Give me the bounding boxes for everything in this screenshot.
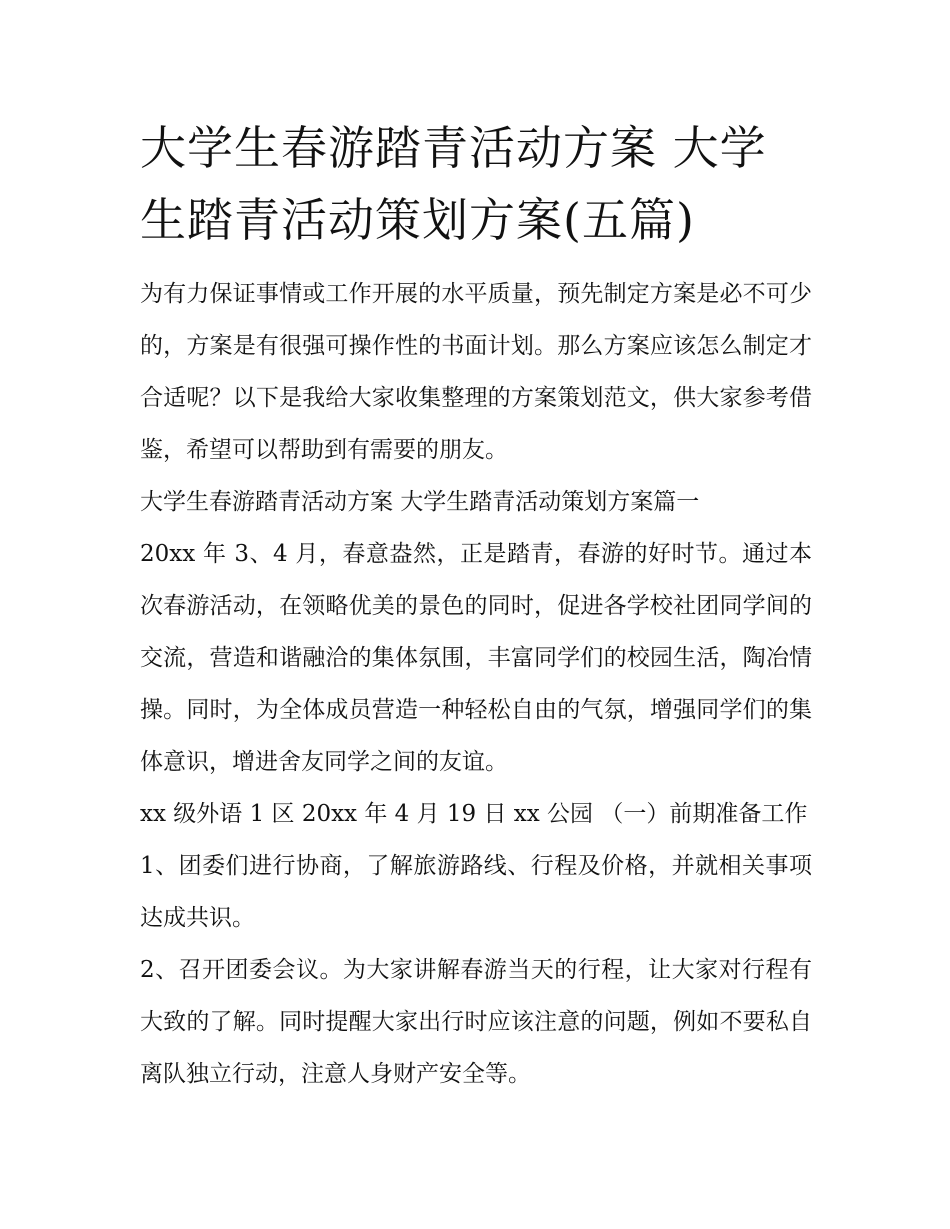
section-heading: 大学生春游踏青活动方案 大学生踏青活动策划方案篇一	[140, 489, 700, 515]
document-page	[140, 112, 812, 1100]
list-item-2: 2、召开团委会议。为大家讲解春游当天的行程，让大家对行程有大致的了解。同时提醒大家出行时应该注意的问题，例如不要私自离队独立行动，注意人身财产安全等。	[140, 957, 812, 1087]
document-title: 大学生春游踏青活动方案 大学生踏青活动策划方案(五篇)	[140, 121, 767, 247]
intro-paragraph: 为有力保证事情或工作开展的水平质量，预先制定方案是必不可少的，方案是有很强可操作性的书面计划。那么方案应该怎么制定才合适呢？以下是我给大家收集整理的方案策划范文，供大家参考借鉴，希望可以帮助到有需要的朋友。	[140, 281, 812, 463]
background-paragraph: 20xx 年 3、4 月，春意盎然，正是踏青，春游的好时节。通过本次春游活动，在领略优美的景色的同时，促进各学校社团同学间的交流，营造和谐融洽的集体氛围，丰富同学们的校园生活，陶冶情操。同时，为全体成员营造一种轻松自由的气氛，增强同学们的集体意识，增进舍友同学之间的友谊。	[140, 541, 812, 775]
list-item-1: 1、团委们进行协商，了解旅游路线、行程及价格，并就相关事项达成共识。	[140, 853, 812, 931]
event-info-line: xx 级外语 1 区 20xx 年 4 月 19 日 xx 公园 （一）前期准备工作	[140, 801, 808, 827]
